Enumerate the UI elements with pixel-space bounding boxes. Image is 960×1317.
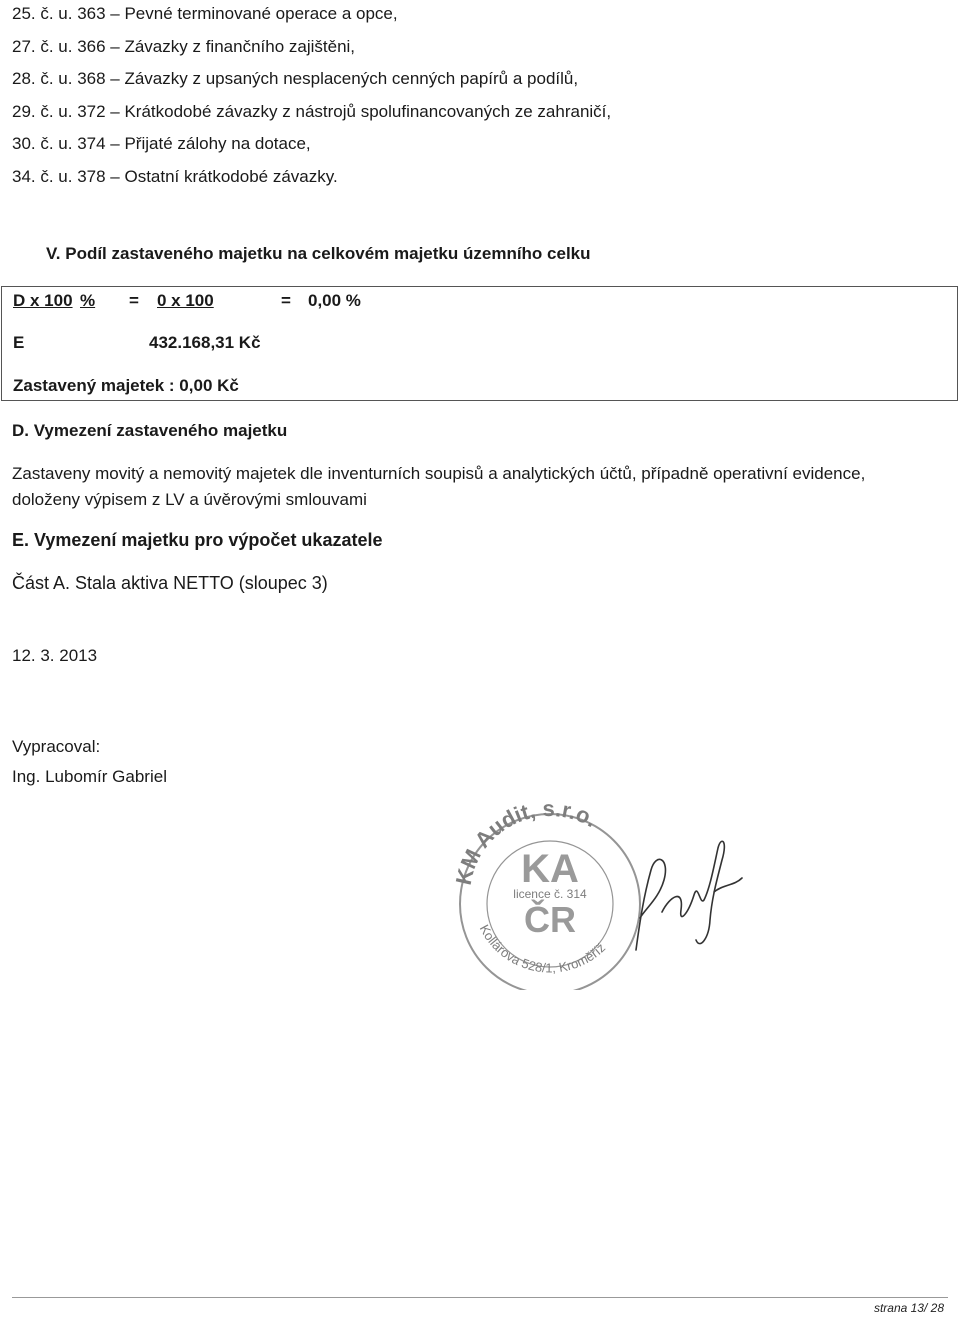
stamp-address: Kollárova 528/1, Kroměříž	[476, 922, 609, 976]
list-item: 25. č. u. 363 – Pevné terminované operace a opce,	[12, 4, 398, 23]
list-item: 27. č. u. 366 – Závazky z finančního zajištěni,	[12, 36, 356, 56]
section-d-text: Zastaveny movitý a nemovitý majetek dle inventurních soupisů a analytických účtů, případně operativní evidence, doloženy výpisem z LV a úvěrovými smlouvami	[12, 464, 866, 509]
list-item: 30. č. u. 374 – Přijaté zálohy na dotace,	[12, 134, 311, 154]
result-percent: 0,00 %	[308, 291, 361, 310]
equals-sign: =	[281, 291, 291, 310]
denominator-symbol: E	[13, 333, 25, 352]
company-stamp-with-signature	[448, 800, 748, 990]
list-item: 29. č. u. 372 – Krátkodobé závazky z nástrojů spolufinancovaných ze zahraničí,	[12, 101, 612, 121]
stamp-ring-text: KM Audit, s.r.o.	[450, 800, 602, 888]
list-item: 28. č. u. 368 – Závazky z upsaných nesplacených cenných papírů a podílů,	[12, 69, 579, 89]
section-d-heading: D. Vymezení zastaveného majetku	[12, 421, 288, 440]
pledged-share-formula-box	[1, 286, 958, 401]
section-e-heading: E. Vymezení majetku pro výpočet ukazatele	[12, 530, 383, 550]
footer-divider	[12, 1297, 948, 1298]
liabilities-list	[12, 4, 611, 200]
signature-mark	[636, 841, 742, 950]
part-a-text: Část A. Stala aktiva NETTO (sloupec 3)	[12, 573, 328, 593]
numerator-value: 0 x 100	[157, 291, 214, 310]
list-item: 34. č. u. 378 – Ostatní krátkodobé závazky.	[12, 166, 338, 186]
percent-sign: %	[80, 291, 96, 310]
equals-sign: =	[129, 291, 139, 310]
document-date: 12. 3. 2013	[12, 646, 98, 665]
pledged-summary: Zastavený majetek : 0,00 Kč	[13, 376, 239, 395]
stamp-logo-top: KA	[521, 847, 579, 891]
page-number: strana 13/ 28	[873, 1301, 944, 1315]
denominator-value: 432.168,31 Kč	[149, 333, 261, 352]
section-v-heading: V. Podíl zastaveného majetku na celkovém majetku územního celku	[46, 244, 591, 263]
prepared-by-label: Vypracoval:	[12, 737, 101, 756]
stamp-logo-bottom: ČR	[524, 899, 576, 940]
stamp-license: licence č. 314	[513, 887, 587, 901]
prepared-by-name: Ing. Lubomír Gabriel	[12, 767, 167, 786]
numerator-symbol: D x 100	[13, 291, 73, 310]
